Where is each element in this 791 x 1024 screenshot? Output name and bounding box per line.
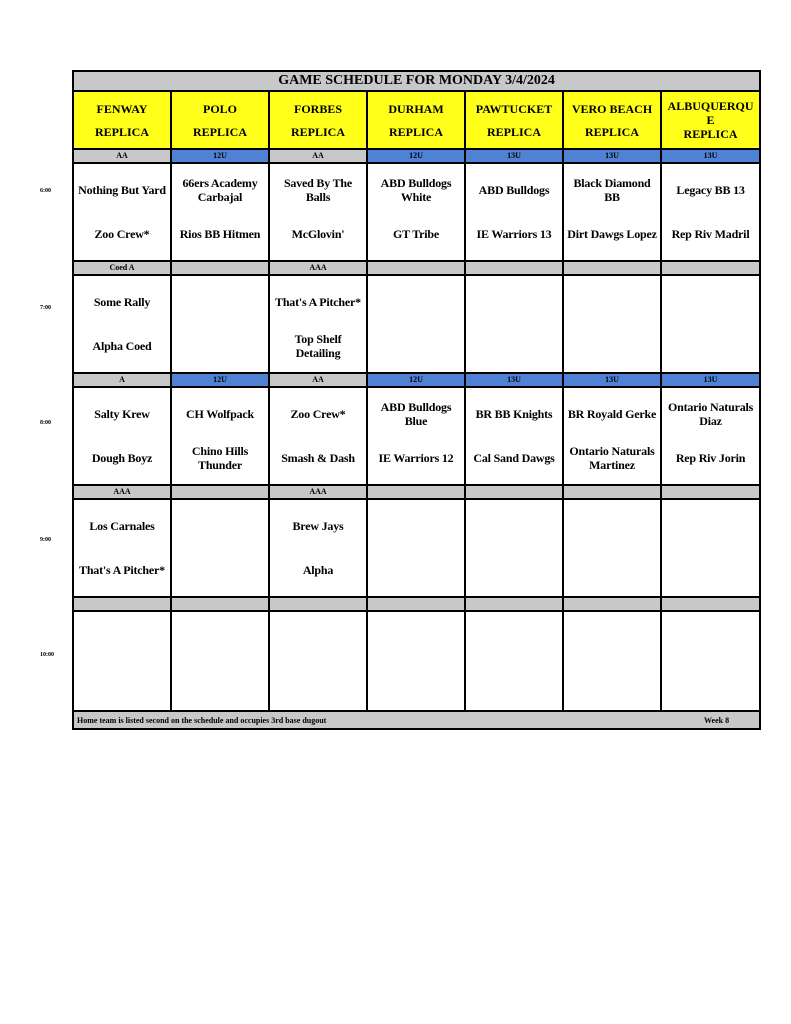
home-team xyxy=(172,324,268,368)
home-team xyxy=(270,661,366,705)
away-team: Nothing But Yard xyxy=(78,183,166,197)
field-header-3 xyxy=(367,91,465,149)
game-cell xyxy=(563,163,661,261)
game-cell xyxy=(661,387,760,485)
game-cell xyxy=(269,387,367,485)
game-cell xyxy=(171,611,269,711)
home-team: That's A Pitcher* xyxy=(79,563,165,577)
game-cell xyxy=(73,611,171,711)
division-label: AAA xyxy=(73,485,171,499)
division-row xyxy=(73,373,760,387)
game-cell xyxy=(465,499,563,597)
division-label xyxy=(661,261,760,275)
division-label: 13U xyxy=(465,149,563,163)
field-name: VERO BEACH xyxy=(571,101,653,116)
division-label: 13U xyxy=(563,373,661,387)
away-team xyxy=(74,617,170,661)
division-row xyxy=(73,485,760,499)
home-team: Zoo Crew* xyxy=(94,227,150,241)
division-label: 12U xyxy=(367,373,465,387)
field-subtitle: REPLICA xyxy=(94,124,149,139)
home-team: IE Warriors 12 xyxy=(378,451,454,465)
away-team xyxy=(466,280,562,324)
time-label: 6:00 xyxy=(40,188,51,194)
away-team xyxy=(662,504,759,548)
away-team: CH Wolfpack xyxy=(186,407,254,421)
division-label xyxy=(367,261,465,275)
game-cell xyxy=(661,275,760,373)
time-label: 7:00 xyxy=(40,305,51,311)
field-subtitle: REPLICA xyxy=(192,124,247,139)
game-row xyxy=(73,387,760,485)
home-team-note: Home team is listed second on the schedule and occupies 3rd base dugout xyxy=(77,715,327,725)
away-team: ABD Bulldogs xyxy=(478,183,550,197)
away-team xyxy=(368,617,464,661)
field-header-0 xyxy=(73,91,171,149)
home-team: Smash & Dash xyxy=(281,451,355,465)
away-team: BR BB Knights xyxy=(475,407,553,421)
division-label xyxy=(563,597,661,611)
game-cell xyxy=(269,611,367,711)
away-team: Ontario Naturals Diaz xyxy=(667,400,754,428)
field-header-6 xyxy=(661,91,760,149)
home-team: Ontario Naturals Martinez xyxy=(569,444,655,472)
away-team: That's A Pitcher* xyxy=(275,295,361,309)
home-team: GT Tribe xyxy=(392,227,440,241)
field-subtitle: REPLICA xyxy=(584,124,639,139)
home-team xyxy=(368,661,464,705)
away-team xyxy=(368,280,464,324)
field-header-4 xyxy=(465,91,563,149)
home-team xyxy=(368,548,464,592)
away-team: Los Carnales xyxy=(89,519,155,533)
game-cell xyxy=(563,275,661,373)
home-team: McGlovin' xyxy=(291,227,345,241)
home-team: Rios BB Hitmen xyxy=(179,227,261,241)
division-label xyxy=(269,597,367,611)
division-label: A xyxy=(73,373,171,387)
home-team: IE Warriors 13 xyxy=(476,227,552,241)
division-label: 13U xyxy=(563,149,661,163)
away-team: Legacy BB 13 xyxy=(676,183,745,197)
game-cell xyxy=(269,499,367,597)
away-team: Salty Krew xyxy=(94,407,150,421)
home-team xyxy=(466,548,562,592)
division-label xyxy=(563,261,661,275)
field-subtitle: REPLICA xyxy=(388,124,443,139)
game-cell xyxy=(367,163,465,261)
game-cell xyxy=(171,275,269,373)
away-team xyxy=(564,617,660,661)
away-team: ABD Bulldogs Blue xyxy=(380,400,452,428)
field-header-2 xyxy=(269,91,367,149)
away-team xyxy=(172,504,268,548)
away-team: Zoo Crew* xyxy=(290,407,346,421)
division-row xyxy=(73,149,760,163)
home-team xyxy=(662,324,759,368)
division-label: 13U xyxy=(465,373,563,387)
game-cell xyxy=(171,387,269,485)
home-team xyxy=(662,548,759,592)
game-cell xyxy=(367,275,465,373)
home-team: Dirt Dawgs Lopez xyxy=(567,227,657,241)
division-label: 12U xyxy=(171,373,269,387)
away-team xyxy=(564,504,660,548)
field-name: POLO xyxy=(202,101,237,116)
home-team: Rep Riv Madril xyxy=(671,227,750,241)
away-team: 66ers Academy Carbajal xyxy=(182,176,258,204)
division-row xyxy=(73,261,760,275)
home-team: Alpha xyxy=(302,563,334,577)
home-team xyxy=(466,661,562,705)
division-label xyxy=(171,261,269,275)
game-cell xyxy=(367,387,465,485)
home-team xyxy=(172,661,268,705)
time-label: 10:00 xyxy=(40,652,54,658)
schedule-table xyxy=(72,70,761,730)
division-label: AA xyxy=(269,149,367,163)
game-cell xyxy=(465,275,563,373)
home-team xyxy=(172,548,268,592)
division-label xyxy=(367,597,465,611)
game-cell xyxy=(465,611,563,711)
field-name: FORBES xyxy=(293,101,342,116)
away-team: Saved By The Balls xyxy=(283,176,353,204)
game-row xyxy=(73,163,760,261)
field-name: ALBUQUERQU E xyxy=(667,99,754,127)
game-cell xyxy=(465,387,563,485)
field-name: PAWTUCKET xyxy=(475,101,553,116)
footer xyxy=(73,711,760,729)
away-team xyxy=(368,504,464,548)
division-label xyxy=(465,485,563,499)
division-label xyxy=(563,485,661,499)
game-cell xyxy=(269,275,367,373)
game-cell xyxy=(367,611,465,711)
time-label: 8:00 xyxy=(40,420,51,426)
game-cell xyxy=(73,275,171,373)
away-team xyxy=(172,617,268,661)
game-cell xyxy=(171,163,269,261)
division-label: AA xyxy=(73,149,171,163)
home-team: Top Shelf Detailing xyxy=(294,332,342,360)
game-cell xyxy=(73,163,171,261)
home-team xyxy=(564,661,660,705)
game-row xyxy=(73,499,760,597)
game-cell xyxy=(563,387,661,485)
away-team: BR Royald Gerke xyxy=(567,407,657,421)
division-label xyxy=(661,597,760,611)
away-team: ABD Bulldogs White xyxy=(380,176,452,204)
home-team xyxy=(564,548,660,592)
division-label xyxy=(73,597,171,611)
division-label: 12U xyxy=(367,149,465,163)
field-subtitle: REPLICA xyxy=(683,127,738,141)
away-team xyxy=(662,617,759,661)
division-label: AA xyxy=(269,373,367,387)
division-label: AAA xyxy=(269,485,367,499)
game-cell xyxy=(367,499,465,597)
game-cell xyxy=(465,163,563,261)
division-label: 13U xyxy=(661,373,760,387)
division-row xyxy=(73,597,760,611)
home-team xyxy=(466,324,562,368)
division-label xyxy=(661,485,760,499)
home-team: Dough Boyz xyxy=(91,451,153,465)
division-label: Coed A xyxy=(73,261,171,275)
game-cell xyxy=(661,163,760,261)
home-team xyxy=(564,324,660,368)
home-team: Cal Sand Dawgs xyxy=(473,451,555,465)
away-team xyxy=(172,280,268,324)
time-label: 9:00 xyxy=(40,537,51,543)
week-label: Week 8 xyxy=(703,715,730,725)
schedule-title: GAME SCHEDULE FOR MONDAY 3/4/2024 xyxy=(73,71,760,91)
game-cell xyxy=(269,163,367,261)
division-label xyxy=(465,261,563,275)
division-label: 13U xyxy=(661,149,760,163)
division-label xyxy=(171,485,269,499)
home-team: Chino Hills Thunder xyxy=(191,444,249,472)
game-cell xyxy=(563,499,661,597)
away-team xyxy=(662,280,759,324)
field-subtitle: REPLICA xyxy=(290,124,345,139)
game-row xyxy=(73,275,760,373)
home-team xyxy=(368,324,464,368)
game-cell xyxy=(661,611,760,711)
game-cell xyxy=(73,499,171,597)
home-team: Alpha Coed xyxy=(92,339,152,353)
away-team: Some Rally xyxy=(93,295,151,309)
home-team xyxy=(74,661,170,705)
division-label xyxy=(171,597,269,611)
division-label: 12U xyxy=(171,149,269,163)
home-team xyxy=(662,661,759,705)
field-name: FENWAY xyxy=(96,101,148,116)
field-header-5 xyxy=(563,91,661,149)
game-cell xyxy=(73,387,171,485)
game-row xyxy=(73,611,760,711)
division-label: AAA xyxy=(269,261,367,275)
division-label xyxy=(465,597,563,611)
away-team: Brew Jays xyxy=(292,519,344,533)
away-team xyxy=(466,617,562,661)
home-team: Rep Riv Jorin xyxy=(675,451,746,465)
away-team xyxy=(564,280,660,324)
field-subtitle: REPLICA xyxy=(486,124,541,139)
field-name: DURHAM xyxy=(388,101,444,116)
game-cell xyxy=(661,499,760,597)
field-header-1 xyxy=(171,91,269,149)
away-team: Black Diamond BB xyxy=(573,176,651,204)
division-label xyxy=(367,485,465,499)
away-team xyxy=(270,617,366,661)
game-cell xyxy=(171,499,269,597)
away-team xyxy=(466,504,562,548)
game-cell xyxy=(563,611,661,711)
